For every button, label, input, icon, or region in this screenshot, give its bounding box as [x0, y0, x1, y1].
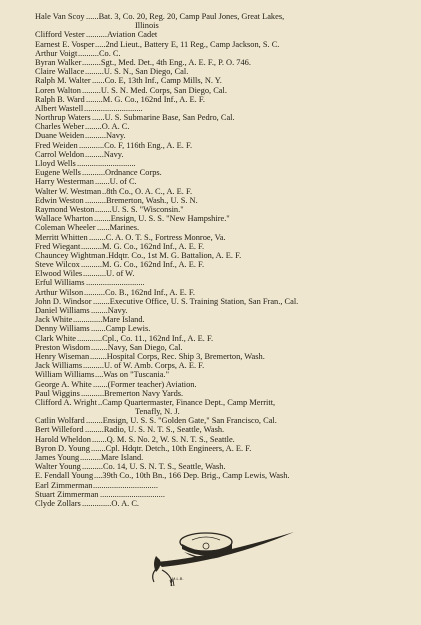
entry-detail: .........Navy.: [85, 149, 124, 159]
entry-detail: .........U. S. N., San Diego, Cal.: [85, 67, 189, 77]
entry-name: William Williams: [35, 370, 95, 380]
entry-name: Elwood Wiles: [35, 269, 83, 279]
entry-detail-continued: Tenafly, N. J.: [135, 407, 180, 417]
roster-entry: [0, 416, 421, 425]
roster-entry: [0, 425, 421, 434]
entry-detail: ..8th Co., O. A. C., A. E. F.: [102, 186, 193, 196]
entry-detail: ........Ensign, U. S. S. "New Hampshire.": [94, 214, 230, 224]
entry-detail-continued: Illinois: [135, 21, 159, 31]
entry-name: Clifford Vester: [35, 30, 85, 40]
roster-entry-continuation: [0, 21, 421, 30]
roster-entry: [0, 141, 421, 150]
entry-name: Byron D. Young: [35, 443, 90, 453]
roster-entry: [0, 297, 421, 306]
entry-name: Harold Wheldon: [35, 434, 91, 444]
entry-detail: ..........Co. B., 162nd Inf., A. E. F.: [84, 287, 195, 297]
roster-entry: [0, 30, 421, 39]
roster-entry: [0, 352, 421, 361]
entry-detail: ..........U. of W. Amb. Corps, A. E. F.: [83, 361, 205, 371]
roster-entry: [0, 233, 421, 242]
entry-name: Henry Wiseman: [35, 351, 90, 361]
entry-detail: ............Cpl., Co. 11., 162nd Inf., A. E. F.: [77, 333, 214, 343]
roster-entry: [0, 242, 421, 251]
entry-detail: ..........Co. 14, U. S. N. T. S., Seattle, Wash.: [82, 462, 226, 472]
roster-entry: [0, 435, 421, 444]
entry-name: Wallace Wharton: [35, 214, 93, 224]
entry-detail: ........C. A. O. T. S., Fortress Monroe, Va.: [89, 232, 226, 242]
roster-entry: [0, 278, 421, 287]
roster-entry: [0, 315, 421, 324]
entry-detail: ..........Bremerton, Wash., U. S. N.: [85, 195, 198, 205]
service-roll-list: [0, 12, 421, 508]
entry-detail: ........U. S. S. "Wisconsin.": [95, 204, 184, 214]
entry-name: Charles Weber: [35, 122, 85, 132]
entry-detail: ...........Bremerton Navy Yards.: [81, 388, 184, 398]
entry-detail: .....2nd Lieut., Battery E, 11 Reg., Camp Jackson, S. C.: [95, 39, 280, 49]
entry-detail: .......U. of C.: [95, 177, 137, 187]
entry-detail: ..............Mare Island.: [73, 315, 145, 325]
roster-entry: [0, 49, 421, 58]
entry-detail: ...........U. of W.: [83, 269, 135, 279]
entry-detail: ..........M. G. Co., 162nd Inf., A. E. F.: [81, 260, 205, 270]
entry-detail: .......Camp Lewis.: [91, 324, 151, 334]
entry-detail: ........Navy.: [91, 306, 128, 315]
roster-entry: [0, 462, 421, 471]
roster-entry: [0, 260, 421, 269]
entry-detail: ........M. G. Co., 162nd Inf., A. E. F.: [86, 94, 205, 104]
roster-entry: [0, 453, 421, 462]
entry-detail: .........U. S. N. Med. Corps, San Diego, Cal.: [82, 85, 227, 95]
entry-detail: .......Q. M. S. No. 2, W. S. N. T. S., Seattle.: [92, 434, 235, 444]
entry-detail: .......Cpl. Hdqtr. Detch., 10th Engineers, A. E. F.: [91, 443, 252, 453]
entry-detail: ........O. A. C.: [85, 122, 130, 132]
entry-name: Chauncey Wightman: [35, 250, 106, 260]
entry-name: Earnest E. Vosper: [35, 39, 95, 49]
roster-entry: [0, 122, 421, 131]
entry-name: George A. White: [35, 379, 92, 389]
roster-entry: [0, 361, 421, 370]
entry-name: Steve Wilcox: [35, 260, 80, 270]
roster-entry: [0, 168, 421, 177]
entry-detail: ........Executive Office, U. S. Training Station, San Fran., Cal.: [93, 296, 299, 306]
roster-entry: [0, 499, 421, 508]
roster-entry: [0, 205, 421, 214]
entry-detail: ...............................: [93, 480, 158, 490]
entry-detail: ............................: [84, 103, 143, 113]
entry-name: Merritt Whitten: [35, 232, 88, 242]
entry-name: Clark White: [35, 333, 77, 343]
entry-name: Jack White: [35, 315, 73, 325]
entry-detail: ........Ensign, U. S. S. "Golden Gate," San Francisco, Cal.: [86, 416, 277, 426]
entry-name: Ralph M. Walter: [35, 76, 91, 86]
entry-name: Carrol Weldon: [35, 149, 85, 159]
roster-entry: [0, 370, 421, 379]
entry-name: Earl Zimmerman: [35, 480, 93, 490]
entry-detail: ....39th Co., 10th Bn., 166 Dep. Brig., Camp Lewis, Wash.: [94, 471, 290, 481]
entry-detail: ........Hospital Corps, Rec. Ship 3, Bremerton, Wash.: [90, 351, 265, 361]
entry-detail: ......Co. E, 13th Inf., Camp Mills, N. Y.: [92, 76, 222, 86]
entry-detail: ..........M. G. Co., 162nd Inf., A. E. F.: [81, 241, 205, 251]
entry-detail: ..Camp Quartermaster, Finance Dept., Camp Merritt,: [98, 397, 276, 407]
roster-entry: [0, 86, 421, 95]
entry-detail: ..........Aviation Cadet: [86, 30, 158, 40]
entry-name: Ralph B. Ward: [35, 94, 85, 104]
entry-name: Erful Williams: [35, 278, 85, 288]
roster-entry: [0, 95, 421, 104]
roster-entry: [0, 104, 421, 113]
emblem-initials: M.L.B.: [172, 576, 184, 581]
entry-name: John D. Windsor: [35, 296, 92, 306]
entry-name: Walter Young: [35, 462, 81, 472]
entry-detail: ............................: [86, 278, 145, 288]
entry-name: Paul Wiggins: [35, 388, 80, 398]
entry-name: Arthur Wilson: [35, 287, 84, 297]
entry-name: Hale Van Scoy: [35, 12, 85, 21]
entry-detail: ............Co. F, 116th Eng., A. E. F.: [79, 140, 193, 150]
entry-name: Preston Wisdom: [35, 342, 91, 352]
entry-name: Fred Wiegant: [35, 241, 81, 251]
entry-detail: ....Was on "Tuscania.": [95, 370, 170, 380]
entry-detail: ......Bat. 3, Co. 20, Reg. 20, Camp Paul Jones, Great Lakes,: [86, 12, 285, 21]
entry-name: Northrup Waters: [35, 113, 91, 123]
roster-entry-continuation: [0, 407, 421, 416]
entry-detail: ..........Co. C.: [78, 48, 121, 58]
entry-name: Denny Williams: [35, 324, 90, 334]
entry-name: Albert Wastell: [35, 103, 84, 113]
roster-entry: [0, 334, 421, 343]
entry-name: Eugene Wells: [35, 168, 81, 178]
entry-name: Walter W. Westman: [35, 186, 102, 196]
roster-entry: [0, 131, 421, 140]
roster-entry: [0, 177, 421, 186]
roster-entry: [0, 67, 421, 76]
entry-name: Loren Walton: [35, 85, 81, 95]
entry-detail: ............................: [77, 159, 136, 168]
roster-entry: [0, 490, 421, 499]
entry-name: Edwin Weston: [35, 195, 84, 205]
roster-entry: [0, 223, 421, 232]
roster-entry: [0, 481, 421, 490]
roster-entry: [0, 187, 421, 196]
entry-name: E. Fendall Young: [35, 471, 94, 481]
entry-name: Duane Weiden: [35, 131, 85, 141]
entry-detail: ...........Ordnance Corps.: [82, 168, 162, 178]
roster-entry: [0, 269, 421, 278]
roster-entry: [0, 306, 421, 315]
roster-entry: [0, 343, 421, 352]
entry-detail: .......(Former teacher) Aviation.: [93, 379, 197, 389]
entry-name: Coleman Wheeler: [35, 223, 96, 233]
entry-name: Arthur Voigt: [35, 48, 78, 58]
entry-detail: ..........Navy.: [85, 131, 126, 141]
entry-name: James Young: [35, 453, 80, 462]
roster-entry: [0, 150, 421, 159]
roster-entry: [0, 471, 421, 480]
roster-entry: [0, 444, 421, 453]
entry-name: Stuart Zimmerman: [35, 489, 99, 499]
entry-detail: ...............................: [100, 489, 165, 499]
entry-name: Byran Walker: [35, 57, 82, 67]
entry-name: Catlin Wolfard: [35, 416, 85, 426]
entry-detail: ......Marines.: [97, 223, 140, 233]
entry-detail: .........Radio, U. S. N. T. S., Seattle, Wash.: [85, 425, 225, 435]
cap-and-sword-illustration: [148, 522, 298, 588]
roster-entry: [0, 380, 421, 389]
entry-detail: ......U. S. Submarine Base, San Pedro, Cal.: [92, 113, 235, 123]
roster-entry: [0, 398, 421, 407]
entry-name: Jack Williams: [35, 361, 83, 371]
entry-name: Raymond Weston: [35, 204, 95, 214]
roster-entry: [0, 389, 421, 398]
roster-entry: [0, 113, 421, 122]
entry-detail: ..........Mare Island.: [80, 453, 144, 462]
roster-entry: [0, 251, 421, 260]
roster-entry: [0, 40, 421, 49]
entry-name: Claire Wallace: [35, 67, 85, 77]
entry-detail: ........Navy, San Diego, Cal.: [91, 342, 183, 352]
roster-entry: [0, 196, 421, 205]
roster-entry: [0, 76, 421, 85]
entry-name: Daniel Williams: [35, 306, 90, 315]
roster-entry: [0, 12, 421, 21]
roster-entry: [0, 288, 421, 297]
roster-entry: [0, 58, 421, 67]
roster-entry: [0, 324, 421, 333]
entry-detail: .Hdqtr. Co., 1st M. G. Battalion, A. E. F.: [106, 250, 242, 260]
entry-name: Bert Willeford: [35, 425, 84, 435]
entry-detail: .........Sgt., Med. Det., 4th Eng., A. E. F., P. O. 746.: [82, 57, 251, 67]
entry-detail: ..............O. A. C.: [82, 498, 140, 508]
entry-name: Lloyd Wells: [35, 159, 76, 168]
entry-name: Clyde Zollars: [35, 498, 81, 508]
entry-name: Fred Weiden: [35, 140, 78, 150]
roster-entry: [0, 214, 421, 223]
entry-name: Clifford A. Wright: [35, 397, 97, 407]
roster-entry: [0, 159, 421, 168]
entry-name: Harry Westerman: [35, 177, 94, 187]
